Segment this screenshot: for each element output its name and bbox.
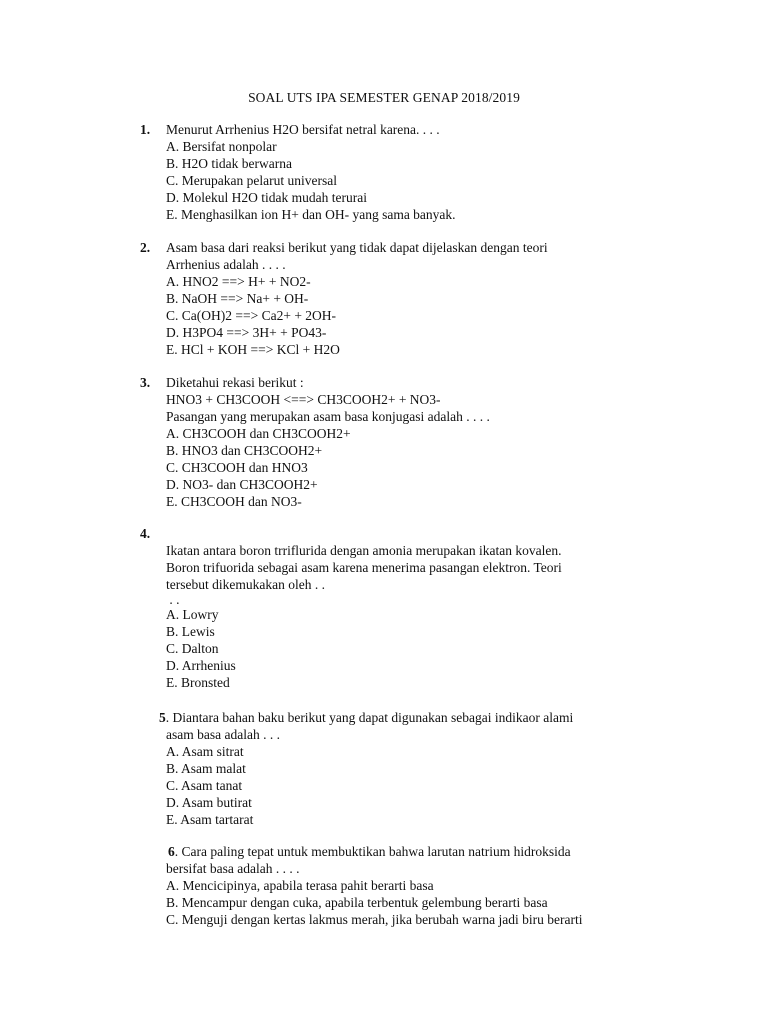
question-number: 2. [140,240,151,255]
question-number: 5 [159,710,166,725]
option-d: D. H3PO4 ==> 3H+ + PO43- [166,325,327,340]
question-text: bersifat basa adalah . . . . [166,861,300,876]
reaction-equation: HNO3 + CH3COOH <==> CH3COOH2+ + NO3- [166,392,441,407]
option-e: E. CH3COOH dan NO3- [166,494,302,509]
option-d: D. Asam butirat [166,795,252,810]
option-a: A. HNO2 ==> H+ + NO2- [166,274,311,289]
question-body [166,726,666,828]
option-b: B. NaOH ==> Na+ + OH- [166,291,309,306]
option-b: B. Lewis [166,624,215,639]
question-body [166,542,666,691]
option-a: A. CH3COOH dan CH3COOH2+ [166,426,351,441]
option-a: A. Bersifat nonpolar [166,139,277,154]
question-text: . . [166,592,180,607]
option-c: C. Ca(OH)2 ==> Ca2+ + 2OH- [166,308,337,323]
option-a: A. Mencicipinya, apabila terasa pahit berarti basa [166,878,434,893]
option-d: D. Arrhenius [166,658,236,673]
question-text: Ikatan antara boron trriflurida dengan amonia merupakan ikatan kovalen. [166,543,562,558]
option-c: C. CH3COOH dan HNO3 [166,460,308,475]
question-body [166,239,666,358]
question-body [166,121,666,223]
question-text: Boron trifuorida sebagai asam karena menerima pasangan elektron. Teori [166,560,562,575]
question-text: . Diantara bahan baku berikut yang dapat digunakan sebagai indikaor alami [165,710,574,725]
option-c: C. Asam tanat [166,778,243,793]
question-text: tersebut dikemukakan oleh . . [166,577,325,592]
option-c: C. Dalton [166,641,219,656]
question-text: asam basa adalah . . . [166,727,280,742]
option-e: E. Bronsted [166,675,230,690]
option-e: E. Asam tartarat [166,812,254,827]
option-d: D. NO3- dan CH3COOH2+ [166,477,318,492]
option-c: C. Merupakan pelarut universal [166,173,337,188]
question-first-line [159,709,573,726]
option-d: D. Molekul H2O tidak mudah terurai [166,190,367,205]
question-first-line [168,843,571,860]
question-text: Pasangan yang merupakan asam basa konjugasi adalah . . . . [166,409,490,424]
question-text: Diketahui rekasi berikut : [166,375,304,390]
option-b: B. H2O tidak berwarna [166,156,292,171]
question-number: 4. [140,526,151,541]
question-number: 3. [140,375,151,390]
question-text: Asam basa dari reaksi berikut yang tidak dapat dijelaskan dengan teori [166,240,548,255]
option-c: C. Menguji dengan kertas lakmus merah, jika berubah warna jadi biru berarti [166,912,583,927]
question-body [166,374,666,510]
question-number: 1. [140,122,151,137]
question-text: Arrhenius adalah . . . . [166,257,286,272]
page-title: SOAL UTS IPA SEMESTER GENAP 2018/2019 [248,90,520,105]
option-e: E. HCl + KOH ==> KCl + H2O [166,342,340,357]
question-text: Menurut Arrhenius H2O bersifat netral karena. . . . [166,122,440,137]
question-body [166,860,666,928]
option-b: B. HNO3 dan CH3COOH2+ [166,443,323,458]
question-text: . Cara paling tepat untuk membuktikan bahwa larutan natrium hidroksida [174,844,571,859]
option-a: A. Lowry [166,607,219,622]
option-a: A. Asam sitrat [166,744,244,759]
option-e: E. Menghasilkan ion H+ dan OH- yang sama banyak. [166,207,456,222]
question-number: 6 [168,844,175,859]
option-b: B. Mencampur dengan cuka, apabila terbentuk gelembung berarti basa [166,895,548,910]
option-b: B. Asam malat [166,761,246,776]
